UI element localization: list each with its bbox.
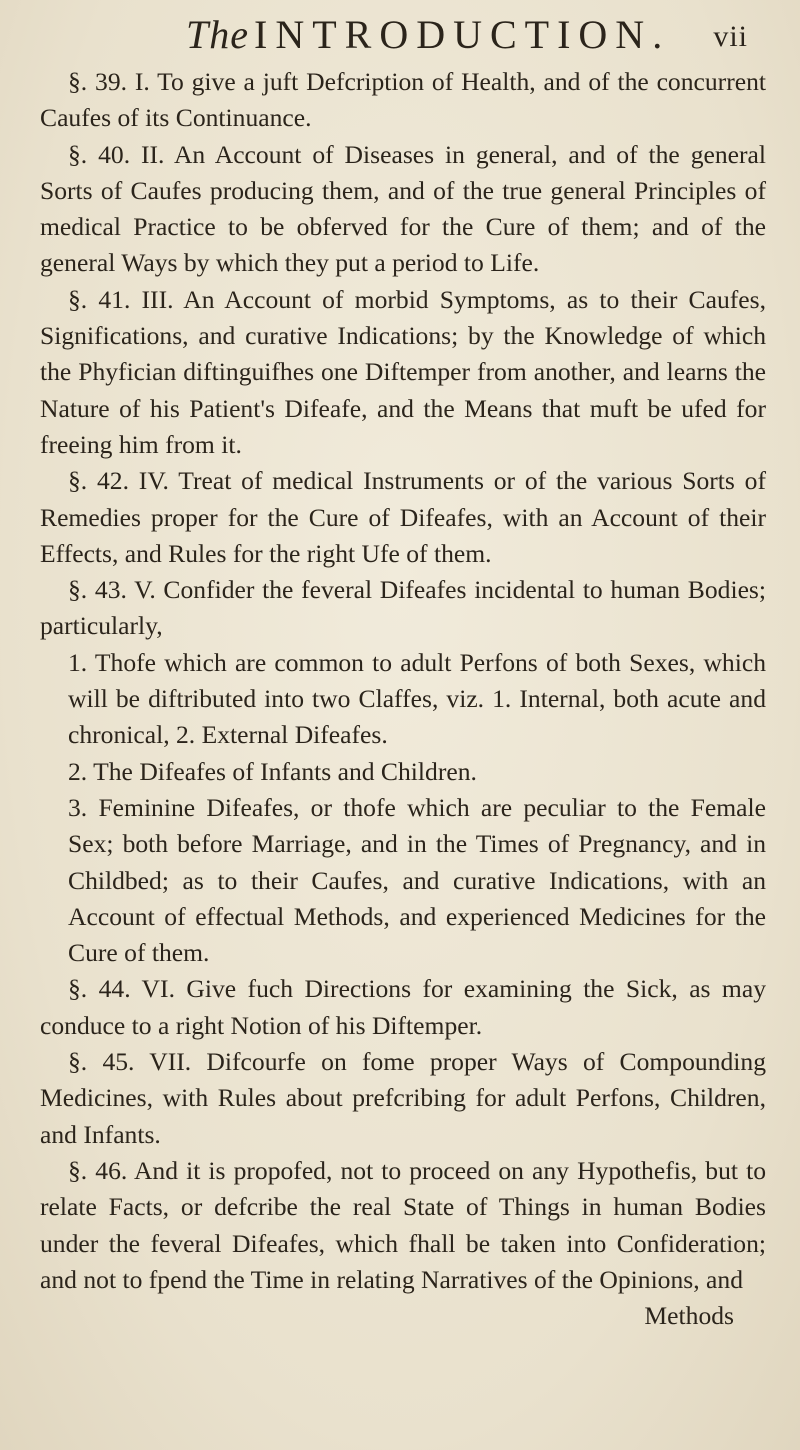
section-39: §. 39. I. To give a juft Defcription of Health, and of the concurrent Caufes of its Continuance. [40,67,766,133]
running-head [40,8,766,62]
running-head-prefix: The [186,12,249,57]
section-44: §. 44. VI. Give fuch Directions for examining the Sick, as may conduce to a right Notion of his Diftemper. [40,974,766,1040]
page-number: vii [713,20,748,53]
body-text [40,64,766,1298]
section-40: §. 40. II. An Account of Diseases in general, and of the general Sorts of Caufes producing them, and of the true general Principles of medical Practice to be obferved for the Cure of them; and of the general Ways by which they put a period to Life. [40,139,766,278]
section-43: §. 43. V. Confider the feveral Difeafes incidental to human Bodies; particularly, [40,575,766,641]
section-45: §. 45. VII. Difcourfe on fome proper Ways of Compounding Medicines, with Rules about prefcribing for adult Perfons, Children, and Infants. [40,1047,766,1149]
catchword: Methods [644,1301,734,1331]
section-43-item-1: 1. Thofe which are common to adult Perfons of both Sexes, which will be diftributed into two Claffes, viz. 1. Internal, both acute and chronical, 2. External Difeafes. [68,647,766,750]
section-42: §. 42. IV. Treat of medical Instruments or of the various Sorts of Remedies proper for the Cure of Difeafes, with an Account of their Effects, and Rules for the right Ufe of them. [40,466,766,568]
running-head-title: INTRODUCTION. [254,12,671,57]
section-46: §. 46. And it is propofed, not to proceed on any Hypothefis, but to relate Facts, or defcribe the real State of Things in human Bodies under the feveral Difeafes, which fhall be taken into Confideration; and not to fpend the Time in relating Narratives of the Opinions, and [40,1155,766,1294]
section-43-item-2: 2. The Difeafes of Infants and Children. [68,756,477,786]
section-43-item-3: 3. Feminine Difeafes, or thofe which are peculiar to the Female Sex; both before Marriage, and in the Times of Pregnancy, and in Childbed; as to their Caufes, and curative Indications, with an Account of effectual Methods, and experienced Medicines for the Cure of them. [68,792,766,968]
section-41: §. 41. III. An Account of morbid Symptoms, as to their Caufes, Significations, and curative Indications; by the Knowledge of which the Phyfician diftinguifhes one Diftemper from another, and learns the Nature of his Patient's Difeafe, and the Means that muft be ufed for freeing him from it. [40,284,766,459]
